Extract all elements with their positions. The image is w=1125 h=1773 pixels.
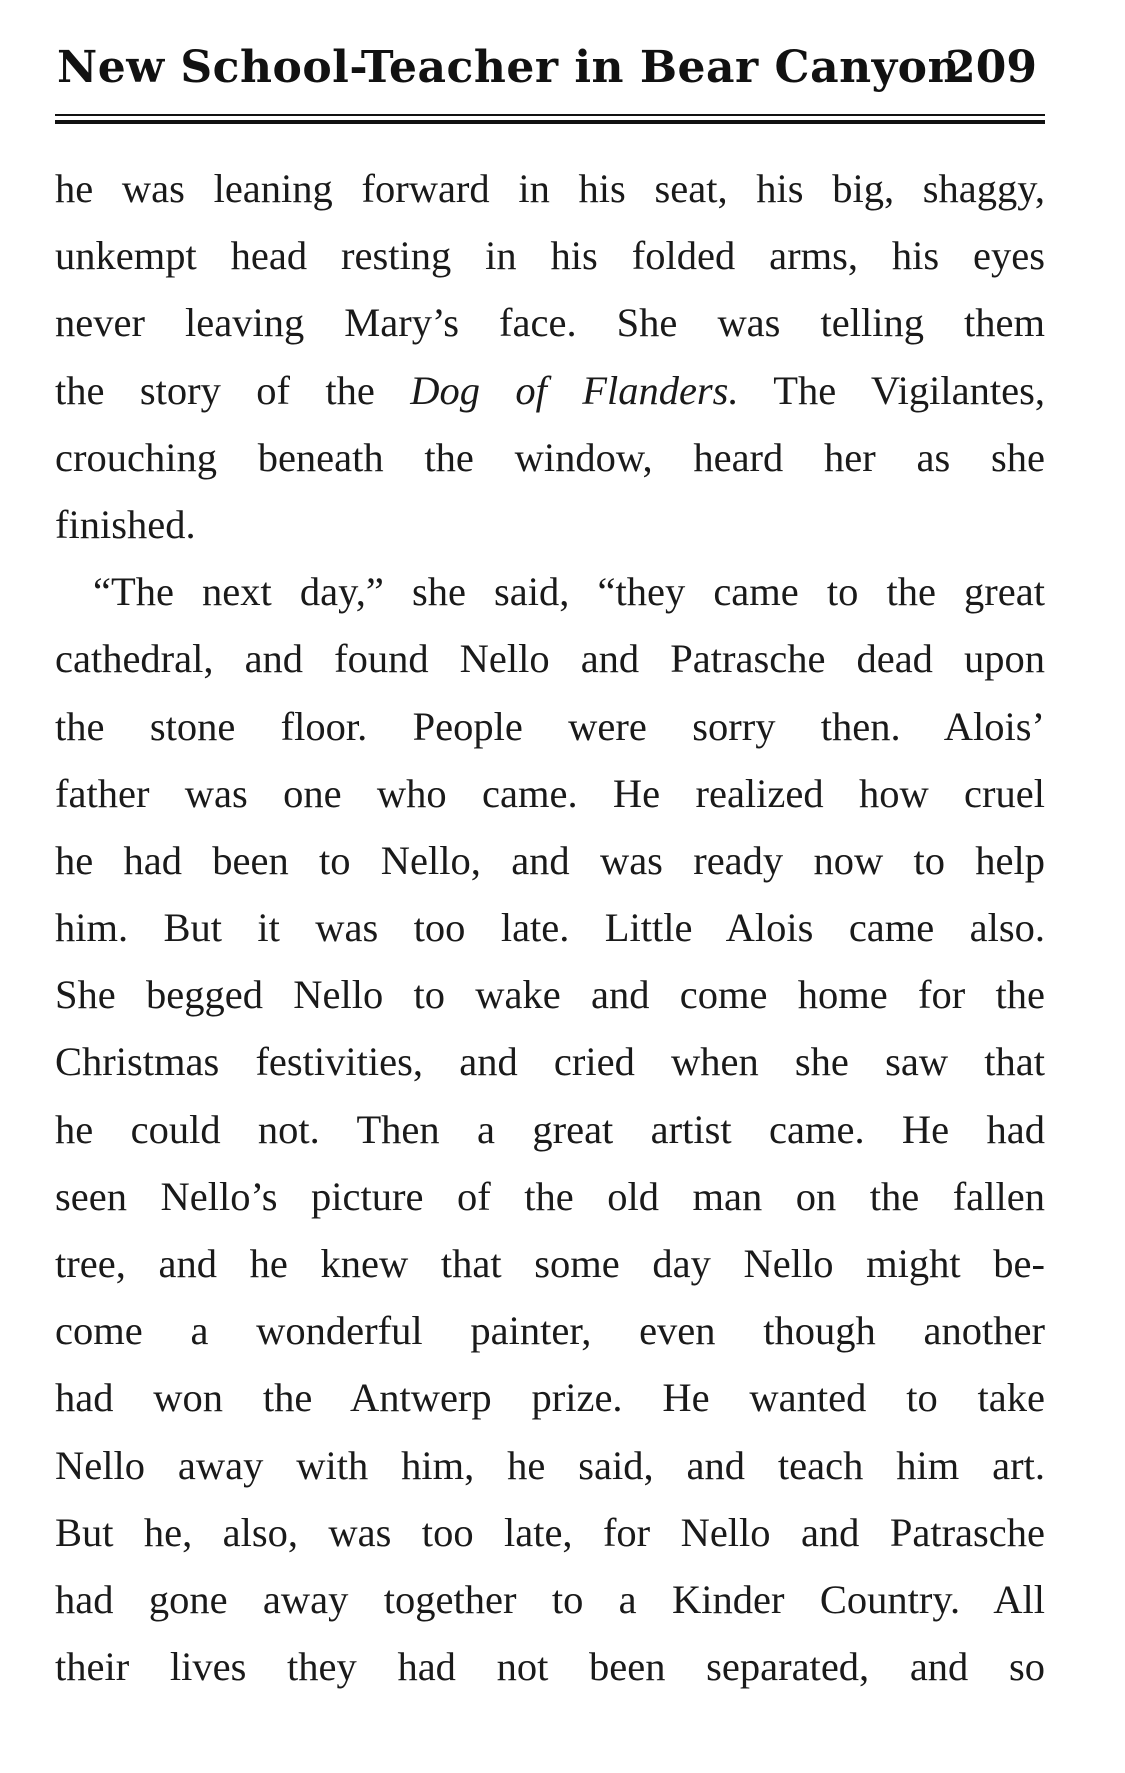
text-line-7: “The next day,” she said, “they came to the great [93,569,1045,615]
running-title: New School-Teacher in Bear Canyon [57,42,960,93]
text-line-11: he had been to Nello, and was ready now to help [55,837,1045,883]
page-number: 209 [945,42,1037,93]
text-line-20: Nello away with him, he said, and teach him art. [55,1442,1045,1488]
body-text [55,155,1045,1700]
text-line-3: never leaving Mary’s face. She was telling them [55,300,1045,346]
text-line-21: But he, also, was too late, for Nello and Patrasche [55,1509,1045,1555]
text-line-12: him. But it was too late. Little Alois came also. [55,905,1045,951]
text-line-15: he could not. Then a great artist came. He had [55,1106,1045,1152]
text-line-17: tree, and he knew that some day Nello might be- [55,1241,1045,1286]
text-line-16: seen Nello’s picture of the old man on the fallen [55,1173,1045,1219]
text-line-6: finished. [55,501,196,547]
text-line-14: Christmas festivities, and cried when she saw that [55,1039,1045,1085]
text-line-9: the stone floor. People were sorry then. Alois’ [55,703,1045,749]
book-page [55,30,1045,1690]
book-title-italic: Dog of Flanders. [410,367,739,413]
header-rule-thin [55,114,1045,116]
text-line-4: the story of the Dog of Flanders. The Vigilantes, [55,367,1045,413]
text-line-18: come a wonderful painter, even though another [55,1308,1045,1354]
running-head [55,30,1045,102]
text-line-22: had gone away together to a Kinder Country. All [55,1576,1045,1622]
text-line-10: father was one who came. He realized how cruel [55,770,1045,816]
text-line-13: She begged Nello to wake and come home for the [55,972,1045,1018]
text-line-1: he was leaning forward in his seat, his big, shaggy, [55,166,1045,211]
text-line-5: crouching beneath the window, heard her as she [55,434,1045,480]
text-line-8: cathedral, and found Nello and Patrasche dead upon [55,636,1045,682]
text-line-23: their lives they had not been separated, and so [55,1644,1045,1690]
text-line-19: had won the Antwerp prize. He wanted to take [55,1375,1045,1421]
text-line-2: unkempt head resting in his folded arms, his eyes [55,233,1045,279]
header-rule-thick [55,120,1045,124]
